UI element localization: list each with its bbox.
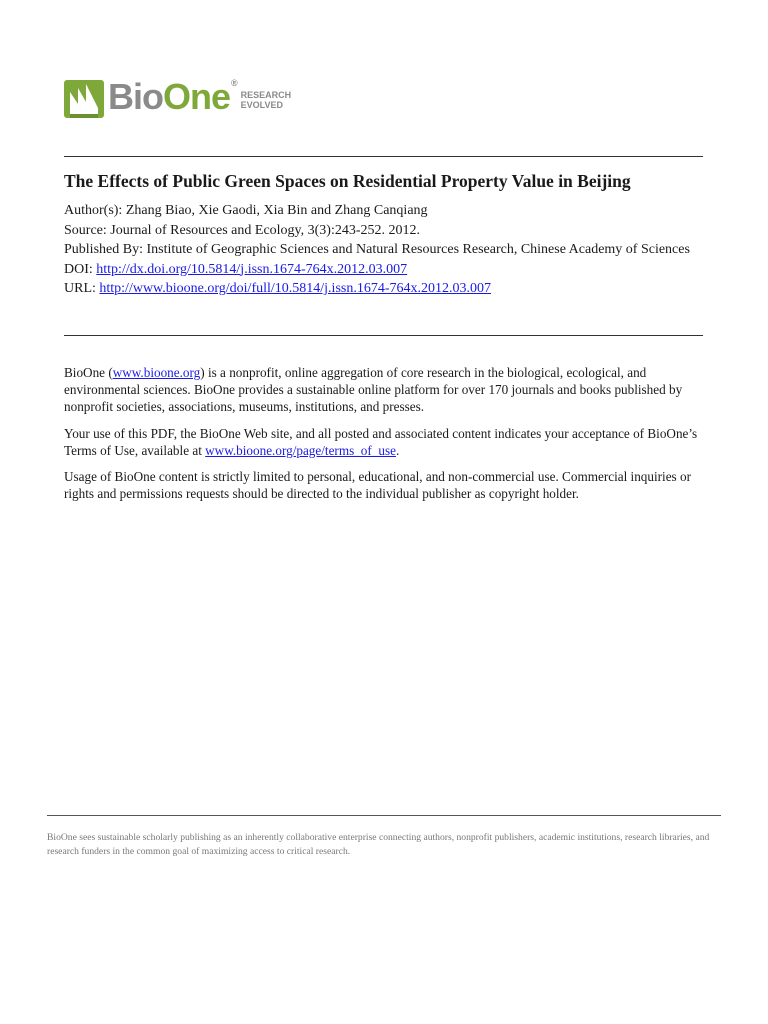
article-doi bbox=[64, 260, 704, 280]
middle-divider bbox=[64, 335, 703, 336]
article-source: Source: Journal of Resources and Ecology, 3(3):243-252. 2012. bbox=[64, 222, 421, 238]
about-text-end: ) is a nonprofit, online aggregation of core research in the biological, ecological, and environmental sciences. BioOne provides a sustainable online platform for over 170 journals and books published by nonprofit societies, associations, museums, institutions, and presses. bbox=[64, 365, 683, 415]
doi-label: DOI: bbox=[64, 261, 97, 277]
logo-tagline bbox=[241, 90, 292, 110]
notice-paragraph-about bbox=[64, 364, 704, 416]
bioone-notice bbox=[64, 364, 704, 511]
article-publisher: Published By: Institute of Geographic Sciences and Natural Resources Research, Chinese Academy of Sciences bbox=[64, 242, 690, 257]
logo-wordmark bbox=[108, 76, 237, 117]
bioone-leaf-icon bbox=[64, 74, 104, 120]
bioone-home-link[interactable]: www.bioone.org bbox=[112, 365, 201, 380]
about-text-start: BioOne ( bbox=[64, 365, 113, 380]
logo-tagline-research: RESEARCH bbox=[240, 90, 292, 100]
logo-word-bio: Bio bbox=[108, 76, 163, 117]
doi-link[interactable]: http://dx.doi.org/10.5814/j.issn.1674-764x.2012.03.007 bbox=[96, 261, 408, 277]
url-label: URL: bbox=[64, 281, 100, 296]
footer-statement: BioOne sees sustainable scholarly publishing as an inherently collaborative enterprise connecting authors, nonprofit publishers, academic institutions, research libraries, and research funders in the common goal of maximizing access to critical research. bbox=[47, 832, 710, 857]
logo-tagline-evolved: EVOLVED bbox=[240, 100, 283, 110]
article-metadata bbox=[64, 201, 704, 299]
url-link[interactable]: http://www.bioone.org/doi/full/10.5814/j.issn.1674-764x.2012.03.007 bbox=[99, 281, 492, 296]
top-divider bbox=[64, 156, 703, 157]
terms-text-start: Your use of this PDF, the BioOne Web site, and all posted and associated content indicates your acceptance of BioOne’s Terms of Use, available at bbox=[64, 425, 698, 458]
bioone-logo bbox=[64, 66, 320, 128]
logo-registered-mark: ® bbox=[231, 78, 237, 88]
article-authors: Author(s): Zhang Biao, Xie Gaodi, Xia Bin and Zhang Canqiang bbox=[64, 203, 428, 218]
article-title: The Effects of Public Green Spaces on Residential Property Value in Beijing bbox=[64, 171, 631, 191]
article-url bbox=[64, 279, 704, 299]
terms-text-end: . bbox=[395, 442, 400, 458]
logo-word-one: One bbox=[163, 76, 231, 117]
footer-divider bbox=[47, 815, 721, 816]
notice-paragraph-usage: Usage of BioOne content is strictly limited to personal, educational, and non-commercial use. Commercial inquiries or rights and permissions requests should be directed to the individual publisher as copyright holder. bbox=[64, 469, 691, 502]
notice-paragraph-terms bbox=[64, 425, 704, 459]
terms-of-use-link[interactable]: www.bioone.org/page/terms_of_use bbox=[205, 442, 396, 458]
